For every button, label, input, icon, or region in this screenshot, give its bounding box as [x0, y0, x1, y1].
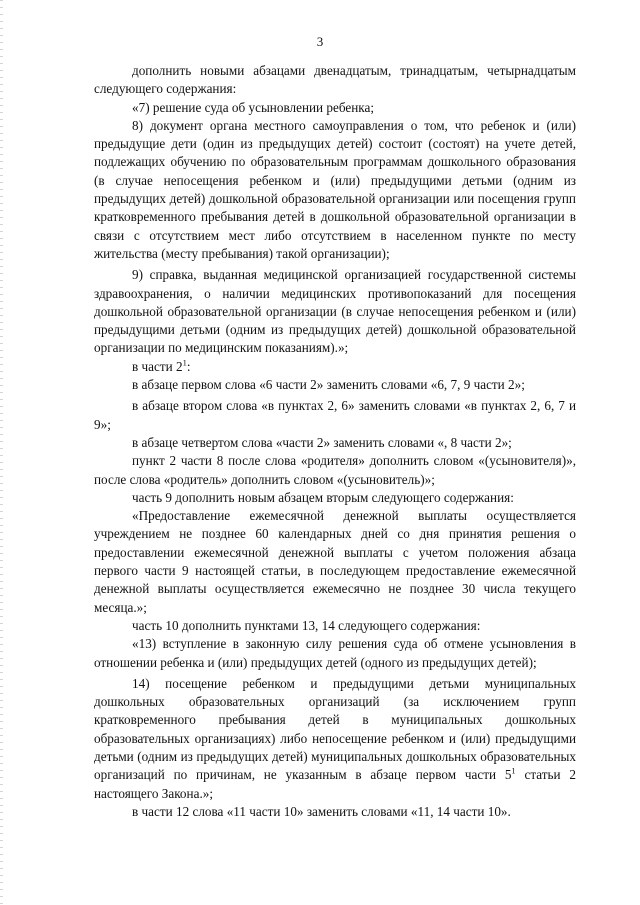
paragraph-10: часть 9 дополнить новым абзацем вторым следующего содержания: [132, 489, 514, 505]
document-body [94, 62, 576, 821]
paragraph-5-tail: : [186, 358, 191, 374]
paragraph-9: пункт 2 части 8 после слова «родителя» дополнить словом «(усыновителя)», после слова «родитель» дополнить словом «(усыновитель)»; [94, 453, 576, 487]
paragraph-8: в абзаце четвертом слова «части 2» заменить словами «, 8 части 2»; [132, 434, 512, 450]
paragraph-13: «13) вступление в законную силу решения суда об отмене усыновления в отношении ребенка и (или) предыдущих детей (одного из предыдущих детей); [94, 636, 576, 670]
paragraph-4: 9) справка, выданная медицинской организацией государственной системы здравоохранения, о наличии медицинских противопоказаний для посещения дошкольной образовательной организации (в случае непосещения ребенком и (или) предыдущими детьми (одним из предыдущих детей) дошкольной образовательной организации по медицинским показаниям).»; [94, 267, 576, 356]
paragraph-2: «7) решение суда об усыновлении ребенка; [132, 99, 375, 115]
paragraph-12: часть 10 дополнить пунктами 13, 14 следующего содержания: [132, 617, 481, 633]
paragraph-5 [94, 358, 576, 376]
paragraph-3: 8) документ органа местного самоуправления о том, что ребенок и (или) предыдущие дети (один из предыдущих детей) состоит (состоят) на учете детей, подлежащих обучению по образовательным программам дошкольного образования (в случае непосещения ребенком и (или) предыдущими детьми (одним из предыдущих детей) дошкольной образовательной организации или посещения групп кратковременного пребывания детей в дошкольной образовательной организации в связи с отсутствием мест либо отсутствием в населенном пункте по месту жительства (месту пребывания) такой организации); [94, 117, 576, 261]
paragraph-14-text: 14) посещение ребенком и предыдущими детьми муниципальных дошкольных образовательных организаций (за исключением групп кратковременного пребывания детей в муниципальных дошкольных образовательных организациях) либо непосещение ребенком и (или) предыдущими детьми (одним из предыдущих детей) муниципальных дошкольных образовательных организаций по причинам, не указанным в абзаце первом части 5 [94, 675, 576, 783]
paragraph-1: дополнить новыми абзацами двенадцатым, тринадцатым, четырнадцатым следующего содержания: [94, 63, 576, 97]
paragraph-7: в абзаце втором слова «в пунктах 2, 6» заменить словами «в пунктах 2, 6, 7 и 9»; [94, 398, 576, 432]
paragraph-14-tail: статьи 2 настоящего Закона.»; [94, 767, 576, 801]
paragraph-5-text: в части 2 [132, 358, 183, 374]
page-number: 3 [316, 34, 324, 49]
superscript: 1 [182, 357, 187, 368]
paragraph-14 [94, 675, 576, 803]
scan-edge-marks [0, 0, 3, 905]
paragraph-6: в абзаце первом слова «6 части 2» заменить словами «6, 7, 9 части 2»; [132, 377, 525, 393]
superscript: 1 [511, 765, 516, 776]
paragraph-15: в части 12 слова «11 части 10» заменить словами «11, 14 части 10». [132, 803, 511, 819]
paragraph-11: «Предоставление ежемесячной денежной выплаты осуществляется учреждением не позднее 60 календарных дней со дня принятия решения о предоставлении ежемесячной денежной выплаты с учетом положения абзаца первого части 9 настоящей статьи, в последующем предоставление ежемесячной денежной выплаты осуществляется ежемесячно не позднее 30 числа текущего месяца.»; [94, 508, 576, 615]
